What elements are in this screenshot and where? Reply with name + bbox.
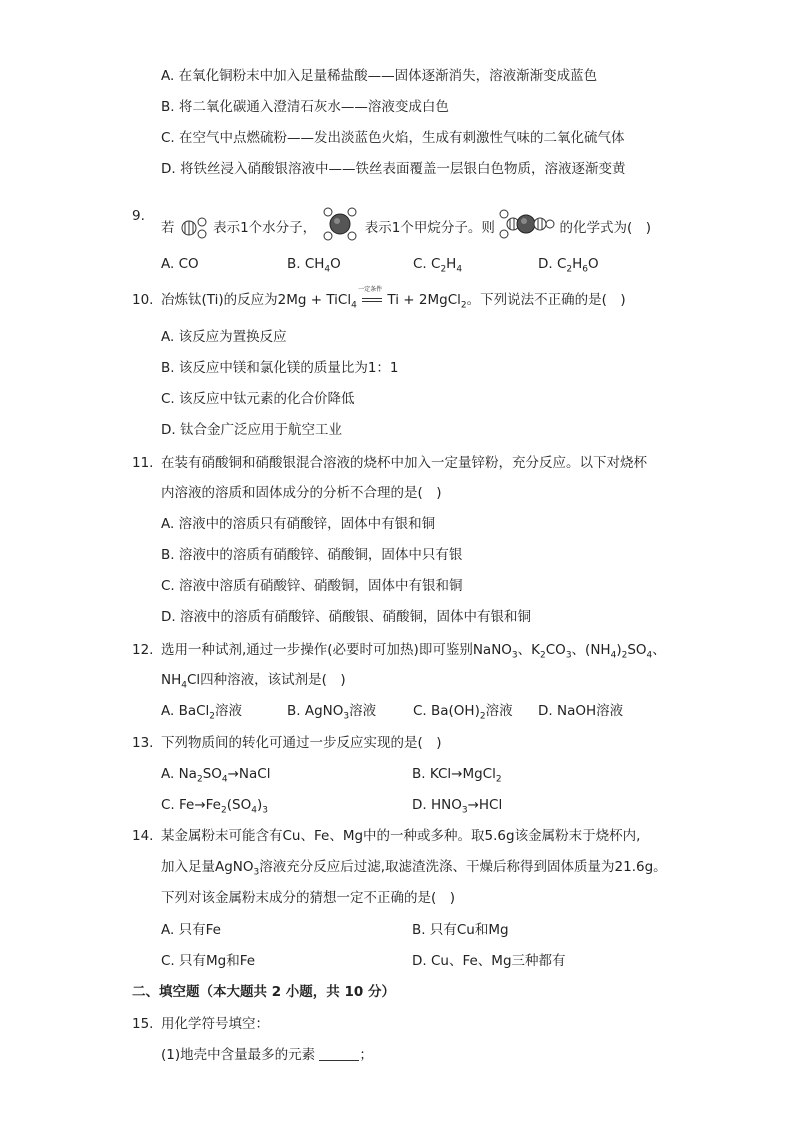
reaction-arrow — [358, 286, 383, 310]
q12-sub-4c: 4 — [181, 680, 187, 691]
q12-option-a-text: A. BaCl — [161, 703, 210, 719]
q15-sub1-end: ； — [359, 1047, 373, 1063]
q9-option-b-sub: 4 — [324, 264, 331, 275]
section-heading: 二、填空题（本大题共 2 小题，共 10 分） — [132, 984, 395, 1000]
q13-option-a-2: SO — [202, 766, 222, 782]
q9-number: 9. — [132, 208, 145, 224]
q9-option-b-text: B. CH — [287, 256, 325, 272]
q14-stem-line2 — [161, 857, 667, 883]
q11-option-a: A. 溶液中的溶质只有硝酸锌，固体中有银和铜 — [161, 516, 436, 532]
q10-option-a: A. 该反应为置换反应 — [161, 329, 287, 345]
q14-stem-line1: 某金属粉末可能含有Cu、Fe、Mg中的一种或多种。取5.6g该金属粉末于烧杯内, — [161, 828, 641, 844]
q9-option-d-text: D. C — [538, 256, 567, 272]
q12-option-b-text: B. AgNO — [287, 703, 344, 719]
q12-stem-1a: 选用一种试剂,通过一步操作(必要时可加热)即可鉴别NaNO — [161, 642, 512, 658]
q14-stem-sub3: 3 — [253, 867, 260, 878]
answer-blank[interactable] — [319, 1046, 359, 1061]
q9-option-c-sub2: 4 — [456, 264, 463, 275]
q14-stem-2a: 加入足量AgNO — [161, 859, 254, 875]
q15-sub-question-1 — [161, 1045, 373, 1065]
q12-option-c-end: 溶液 — [485, 703, 513, 719]
q13-option-b-sub2: 2 — [495, 774, 502, 785]
q10-option-c: C. 该反应中钛元素的化合价降低 — [161, 391, 355, 407]
q13-option-b — [412, 764, 502, 790]
q12-stem-2b: Cl四种溶液，该试剂是( ) — [186, 672, 346, 688]
q9-option-d-end: O — [588, 256, 599, 272]
q10-stem-sub2: 2 — [460, 300, 467, 311]
q11-stem-line1: 在装有硝酸铜和硝酸银混合溶液的烧杯中加入一定量锌粉，充分反应。以下对烧杯 — [161, 455, 647, 471]
q14-option-c: C. 只有Mg和Fe — [161, 953, 256, 969]
q10-stem-text1: 冶炼钛(Ti)的反应为2Mg + TiCl — [161, 292, 352, 308]
q12-stem-2a: NH — [161, 672, 182, 688]
q9-option-a: A. CO — [161, 256, 199, 272]
q13-option-d-1: D. HNO — [412, 797, 462, 813]
q12-sub-2b: 2 — [621, 650, 628, 661]
q14-option-d: D. Cu、Fe、Mg三种都有 — [412, 953, 566, 969]
q12-option-a — [161, 701, 242, 727]
q12-stem-line1 — [161, 640, 666, 666]
q12-option-b-end: 溶液 — [349, 703, 377, 719]
q14-stem-2b: 溶液充分反应后过滤,取滤渣洗涤、干燥后称得到固体质量为21.6g。 — [259, 859, 667, 875]
q10-option-d: D. 钛合金广泛应用于航空工业 — [161, 422, 342, 438]
q9-option-b — [287, 254, 341, 280]
q12-option-c-sub: 2 — [479, 711, 486, 722]
q8-option-d: D. 将铁丝浸入硝酸银溶液中——铁丝表面覆盖一层银白色物质，溶液逐渐变黄 — [161, 161, 626, 177]
q12-sub-2a: 2 — [540, 650, 546, 661]
q12-option-c — [413, 701, 513, 727]
q13-option-a — [161, 764, 271, 790]
q14-option-b: B. 只有Cu和Mg — [412, 922, 509, 938]
q8-option-a: A. 在氧化铜粉末中加入足量稀盐酸——固体逐渐消失，溶液渐渐变成蓝色 — [161, 68, 598, 84]
q12-option-c-text: C. Ba(OH) — [413, 703, 480, 719]
q12-option-b-sub: 3 — [343, 711, 350, 722]
q10-stem-text3: 。下列说法不正确的是( ) — [466, 292, 626, 308]
q10-number: 10. — [132, 292, 154, 308]
q9-option-d-mid: H — [572, 256, 583, 272]
q13-stem: 下列物质间的转化可通过一步反应实现的是( ) — [161, 735, 442, 751]
q12-sub-3b: 3 — [565, 650, 572, 661]
q14-number: 14. — [132, 828, 154, 844]
q14-stem-line3: 下列对该金属粉末成分的猜想一定不正确的是( ) — [161, 890, 456, 906]
q9-stem-part1: 若 — [161, 220, 175, 236]
q12-stem-1e: ) — [616, 642, 622, 658]
q9-option-d-sub1: 2 — [566, 264, 573, 275]
q12-stem-1c: CO — [545, 642, 566, 658]
q13-option-d-2: →HCl — [467, 797, 503, 813]
q9-option-b-end: O — [330, 256, 341, 272]
q13-option-c-sub2: 2 — [221, 805, 227, 816]
q9-stem-part4: 的化学式为( ) — [559, 220, 652, 236]
q13-option-a-3: →NaCl — [227, 766, 271, 782]
q11-option-b: B. 溶液中的溶质有硝酸锌、硝酸铜，固体中只有银 — [161, 547, 463, 563]
q12-stem-1g: 、 — [652, 642, 666, 658]
q9-stem-part2: 表示1个水分子， — [213, 220, 317, 236]
q13-option-c-3: ) — [256, 797, 263, 813]
q8-option-b: B. 将二氧化碳通入澄清石灰水——溶液变成白色 — [161, 99, 449, 115]
q13-option-a-1: A. Na — [161, 766, 197, 782]
q8-option-c: C. 在空气中点燃硫粉——发出淡蓝色火焰，生成有刺激性气味的二氧化硫气体 — [161, 130, 625, 146]
q10-stem-sub1: 4 — [351, 300, 357, 311]
q13-option-d — [412, 795, 502, 821]
q12-stem-line2 — [161, 670, 346, 696]
q15-sub1-text: (1)地壳中含量最多的元素 — [161, 1047, 320, 1063]
q13-option-b-1: B. KCl→MgCl — [412, 766, 496, 782]
q12-sub-3a: 3 — [511, 650, 518, 661]
q10-stem-text2: Ti + 2MgCl — [387, 292, 461, 308]
q11-stem-line2: 内溶液的溶质和固体成分的分析不合理的是( ) — [161, 485, 442, 501]
q12-option-b — [287, 701, 376, 727]
q9-option-c-sub1: 2 — [440, 264, 447, 275]
q9-option-c-mid: H — [446, 256, 457, 272]
q13-option-c-1: C. Fe→Fe — [161, 797, 221, 813]
q13-number: 13. — [132, 735, 154, 751]
q13-option-d-sub3: 3 — [461, 805, 468, 816]
q9-option-c-text: C. C — [413, 256, 441, 272]
q12-option-a-end: 溶液 — [215, 703, 243, 719]
q13-option-a-sub4: 4 — [221, 774, 228, 785]
q11-number: 11. — [132, 455, 154, 471]
q15-number: 15. — [132, 1016, 154, 1032]
q9-option-d-sub2: 6 — [582, 264, 589, 275]
q10-stem — [161, 286, 626, 316]
reaction-condition: 一定条件 — [358, 286, 383, 293]
q14-option-a: A. 只有Fe — [161, 922, 221, 938]
q10-option-b: B. 该反应中镁和氯化镁的质量比为1：1 — [161, 360, 399, 376]
q13-option-c-sub3: 3 — [262, 805, 268, 816]
q9-option-d — [538, 254, 599, 280]
q9-option-c — [413, 254, 462, 280]
q9-stem — [161, 206, 651, 242]
q13-option-a-sub2: 2 — [196, 774, 203, 785]
q13-option-c — [161, 795, 268, 821]
q12-stem-1b: 、K — [517, 642, 541, 658]
water-molecule-icon — [179, 217, 209, 239]
q15-stem: 用化学符号填空： — [161, 1016, 269, 1032]
methane-molecule-icon — [320, 206, 360, 242]
q12-option-a-sub: 2 — [209, 711, 216, 722]
q11-option-d: D. 溶液中的溶质有硝酸锌、硝酸银、硝酸铜，固体中有银和铜 — [161, 609, 531, 625]
q12-sub-4a: 4 — [610, 650, 617, 661]
unknown-molecule-icon — [499, 206, 555, 242]
q12-stem-1d: 、(NH — [571, 642, 611, 658]
q13-option-c-sub4: 4 — [251, 805, 257, 816]
q12-option-d: D. NaOH溶液 — [538, 703, 624, 719]
q12-sub-4b: 4 — [646, 650, 653, 661]
q12-stem-1f: SO — [627, 642, 647, 658]
q12-number: 12. — [132, 642, 154, 658]
q9-stem-part3: 表示1个甲烷分子。则 — [364, 220, 495, 236]
q13-option-c-2: (SO — [226, 797, 252, 813]
q11-option-c: C. 溶液中溶质有硝酸锌、硝酸铜，固体中有银和铜 — [161, 578, 463, 594]
